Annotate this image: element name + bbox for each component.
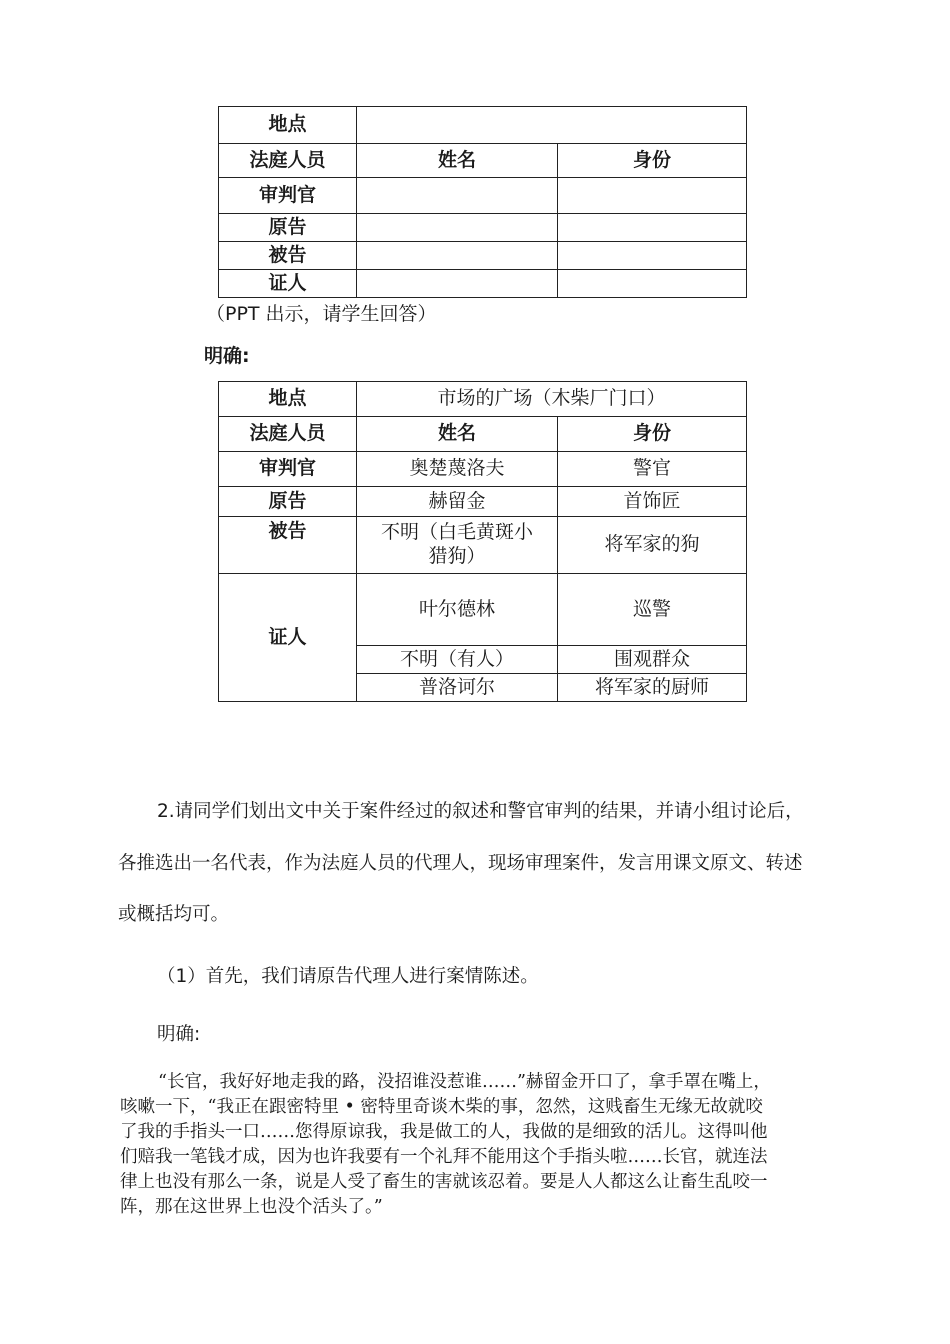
judge-name: 奥楚蔑洛夫 <box>357 452 558 487</box>
identity-cell <box>558 242 747 270</box>
role-cell: 证人 <box>219 270 357 298</box>
blank-court-table <box>218 106 747 298</box>
defendant-name: 不明（白毛黄斑小猎狗） <box>357 517 558 574</box>
col-role-header: 法庭人员 <box>219 144 357 178</box>
judge-role: 审判官 <box>219 452 357 487</box>
name-cell <box>357 242 558 270</box>
witness-name: 普洛诃尔 <box>357 674 558 702</box>
task-line-1: 2.请同学们划出文中关于案件经过的叙述和警官审判的结果，并请小组讨论后， <box>157 801 804 822</box>
name-cell <box>357 270 558 298</box>
role-cell: 被告 <box>219 242 357 270</box>
identity-cell <box>558 270 747 298</box>
task-line-2: 各推选出一名代表，作为法庭人员的代理人，现场审理案件，发言用课文原文、转述 <box>118 853 803 874</box>
witness-name: 不明（有人） <box>357 646 558 674</box>
plaintiff-role: 原告 <box>219 487 357 517</box>
quote-line: 们赔我一笔钱才成，因为也许我要有一个礼拜不能用这个手指头啦……长官，就连法 <box>120 1147 768 1167</box>
quote-line: 律上也没有那么一条，说是人受了畜生的害就该忍着。要是人人都这么让畜生乱咬一 <box>120 1172 768 1192</box>
task-line-3: 或概括均可。 <box>118 904 230 925</box>
answer-label-2: 明确: <box>157 1024 201 1045</box>
witness-role: 证人 <box>219 574 357 702</box>
ppt-note: （PPT 出示，请学生回答） <box>206 303 437 325</box>
identity-cell <box>558 178 747 214</box>
col-role-header: 法庭人员 <box>219 417 357 452</box>
witness-identity: 将军家的厨师 <box>558 674 747 702</box>
name-cell <box>357 178 558 214</box>
witness-identity: 围观群众 <box>558 646 747 674</box>
quote-line: 了我的手指头一口……您得原谅我，我是做工的人，我做的是细致的活儿。这得叫他 <box>120 1122 768 1142</box>
judge-identity: 警官 <box>558 452 747 487</box>
role-cell: 审判官 <box>219 178 357 214</box>
name-cell <box>357 214 558 242</box>
answer-court-table <box>218 381 747 702</box>
answer-label: 明确: <box>204 345 250 367</box>
role-cell: 原告 <box>219 214 357 242</box>
defendant-identity: 将军家的狗 <box>558 517 747 574</box>
col-identity-header: 身份 <box>558 417 747 452</box>
location-value <box>357 107 747 144</box>
plaintiff-identity: 首饰匠 <box>558 487 747 517</box>
witness-identity: 巡警 <box>558 574 747 646</box>
quote-line: 咳嗽一下，“我正在跟密特里 • 密特里奇谈木柴的事，忽然，这贱畜生无缘无故就咬 <box>120 1097 763 1117</box>
quote-line: “长官，我好好地走我的路，没招谁没惹谁……”赫留金开口了，拿手罩在嘴上， <box>158 1072 771 1092</box>
defendant-role: 被告 <box>219 517 357 574</box>
col-name-header: 姓名 <box>357 417 558 452</box>
quote-passage <box>120 1070 840 1220</box>
step-1: （1）首先，我们请原告代理人进行案情陈述。 <box>157 966 539 987</box>
witness-name: 叶尔德林 <box>357 574 558 646</box>
location-label: 地点 <box>219 107 357 144</box>
plaintiff-name: 赫留金 <box>357 487 558 517</box>
location-value: 市场的广场（木柴厂门口） <box>357 382 747 417</box>
location-label: 地点 <box>219 382 357 417</box>
col-name-header: 姓名 <box>357 144 558 178</box>
quote-line: 阵，那在这世界上也没个活头了。” <box>120 1197 383 1217</box>
col-identity-header: 身份 <box>558 144 747 178</box>
identity-cell <box>558 214 747 242</box>
